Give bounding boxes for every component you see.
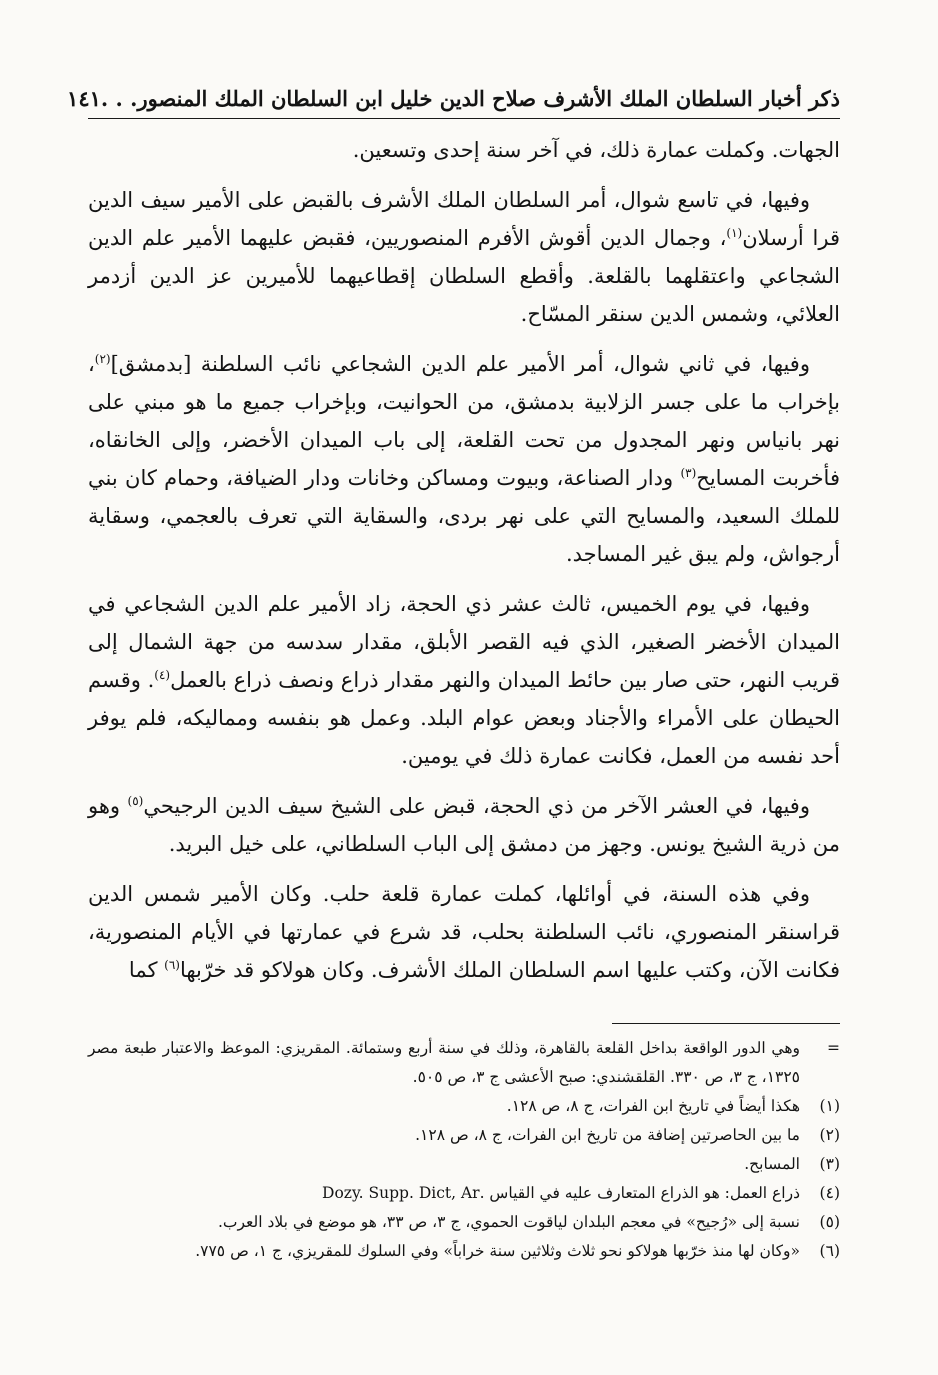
paragraph: وفي هذه السنة، في أوائلها، كملت عمارة قلعة حلب. وكان الأمير شمس الدين قراسنقر المنصوري، نائب السلطنة بحلب، قد شرع في عمارتها في الأيام المنصورية، فكانت الآن، وكتب عليها اسم السلطان الملك الأشرف. وكان هولاكو قد خرّبها$^{(٦)}$ كما	[88, 882, 840, 982]
paragraph: الجهات. وكملت عمارة ذلك، في آخر سنة إحدى وتسعين.	[352, 138, 840, 162]
paragraph: وفيها، في ثاني شوال، أمر الأمير علم الدين الشجاعي نائب السلطنة [بدمشق]$^{(٢)}$، بإخراب ما على جسر الزلابية بدمشق، من الحوانيت، وبإخراب جميع ما هو مبني على نهر بانياس ونهر المجدول من تحت القلعة، إلى باب الميدان الأخضر، وإلى الخانقاه، فأخربت المسايح$^{(٣)}$ ودار الصناعة، وبيوت ومساكن وخانات ودار الضيافة، وحمام كان بني للملك السعيد، والمسايح التي على نهر بردى، والسقاية التي تعرف بالعجمي، وسقاية أرجواش، ولم يبق غير المساجد.	[88, 352, 840, 566]
footnote: (٦) «وكان لها منذ خرّبها هولاكو نحو ثلاث وثلاثين سنة خراباً» وفي السلوك للمقريزي، ج ١، ص ٧٧٥.	[195, 1242, 840, 1260]
paragraph: وفيها، في العشر الآخر من ذي الحجة، قبض على الشيخ سيف الدين الرجيحي$^{(٥)}$ وهو من ذرية الشيخ يونس. وجهز من دمشق إلى الباب السلطاني، على خيل البريد.	[88, 794, 840, 856]
footnote: = وهي الدور الواقعة بداخل القلعة بالقاهرة، وذلك في سنة أربع وستمائة. المقريزي: الموعظ والاعتبار طبعة مصر ١٣٢٥، ج ٣، ص ٣٣٠. القلقشندي: صبح الأعشى ج ٣، ص ٥٠٥.	[88, 1039, 840, 1086]
header-title: ذكر أخبار السلطان الملك الأشرف صلاح الدين خليل ابن السلطان الملك المنصور. . .	[100, 86, 840, 111]
footnote-ref: (٢)	[94, 352, 111, 366]
footnote-ref: (٦)	[164, 958, 180, 972]
footnote-ref: (١)	[726, 226, 743, 240]
footnote: (١) هكذا أيضاً في تاريخ ابن الفرات، ج ٨، ص ١٢٨.	[506, 1097, 840, 1115]
footnote-separator	[612, 1023, 840, 1024]
footnotes	[88, 1034, 840, 1266]
running-header	[67, 84, 840, 119]
paragraph: وفيها، في يوم الخميس، ثالث عشر ذي الحجة، زاد الأمير علم الدين الشجاعي في الميدان الأخضر الصغير، الذي فيه القصر الأبلق، مقدار سدسه من جهة الشمال إلى قريب النهر، حتى صار بين حائط الميدان والنهر مقدار ذراع ونصف ذراع بالعمل$^{(٤)}$. وقسم الحيطان على الأمراء والأجناد وبعض عوام البلد. وعمل هو بنفسه ومماليكه، فلم يوفر أحد نفسه من العمل، فكانت عمارة ذلك في يومين.	[88, 592, 840, 768]
footnote-ref: (٣)	[680, 466, 697, 480]
footnote: (٤) ذراع العمل: هو الذراع المتعارف عليه في القياس .Dozy. Supp. Dict, Ar	[322, 1184, 840, 1202]
footnote: (٢) ما بين الحاصرتين إضافة من تاريخ ابن الفرات، ج ٨، ص ١٢٨.	[415, 1126, 840, 1144]
book-page	[67, 84, 840, 1266]
footnote: (٥) نسبة إلى «رُجيح» في معجم البلدان لياقوت الحموي، ج ٣، ص ٣٣، هو موضع في بلاد العرب.	[217, 1213, 840, 1231]
footnote: (٣) المسابح.	[744, 1155, 840, 1173]
footnote-ref: (٥)	[127, 794, 144, 808]
paragraph: وفيها، في تاسع شوال، أمر السلطان الملك الأشرف بالقبض على الأمير سيف الدين قرا أرسلان$^{(١)}$، وجمال الدين أقوش الأفرم المنصوريين، فقبض عليهما الأمير علم الدين الشجاعي واعتقلهما بالقلعة. وأقطع السلطان إقطاعيهما للأميرين عز الدين أزدمر العلائي، وشمس الدين سنقر المسّاح.	[88, 188, 840, 326]
main-text	[88, 131, 840, 989]
page-number: ١٤١	[67, 86, 101, 111]
footnote-ref: (٤)	[154, 668, 171, 682]
